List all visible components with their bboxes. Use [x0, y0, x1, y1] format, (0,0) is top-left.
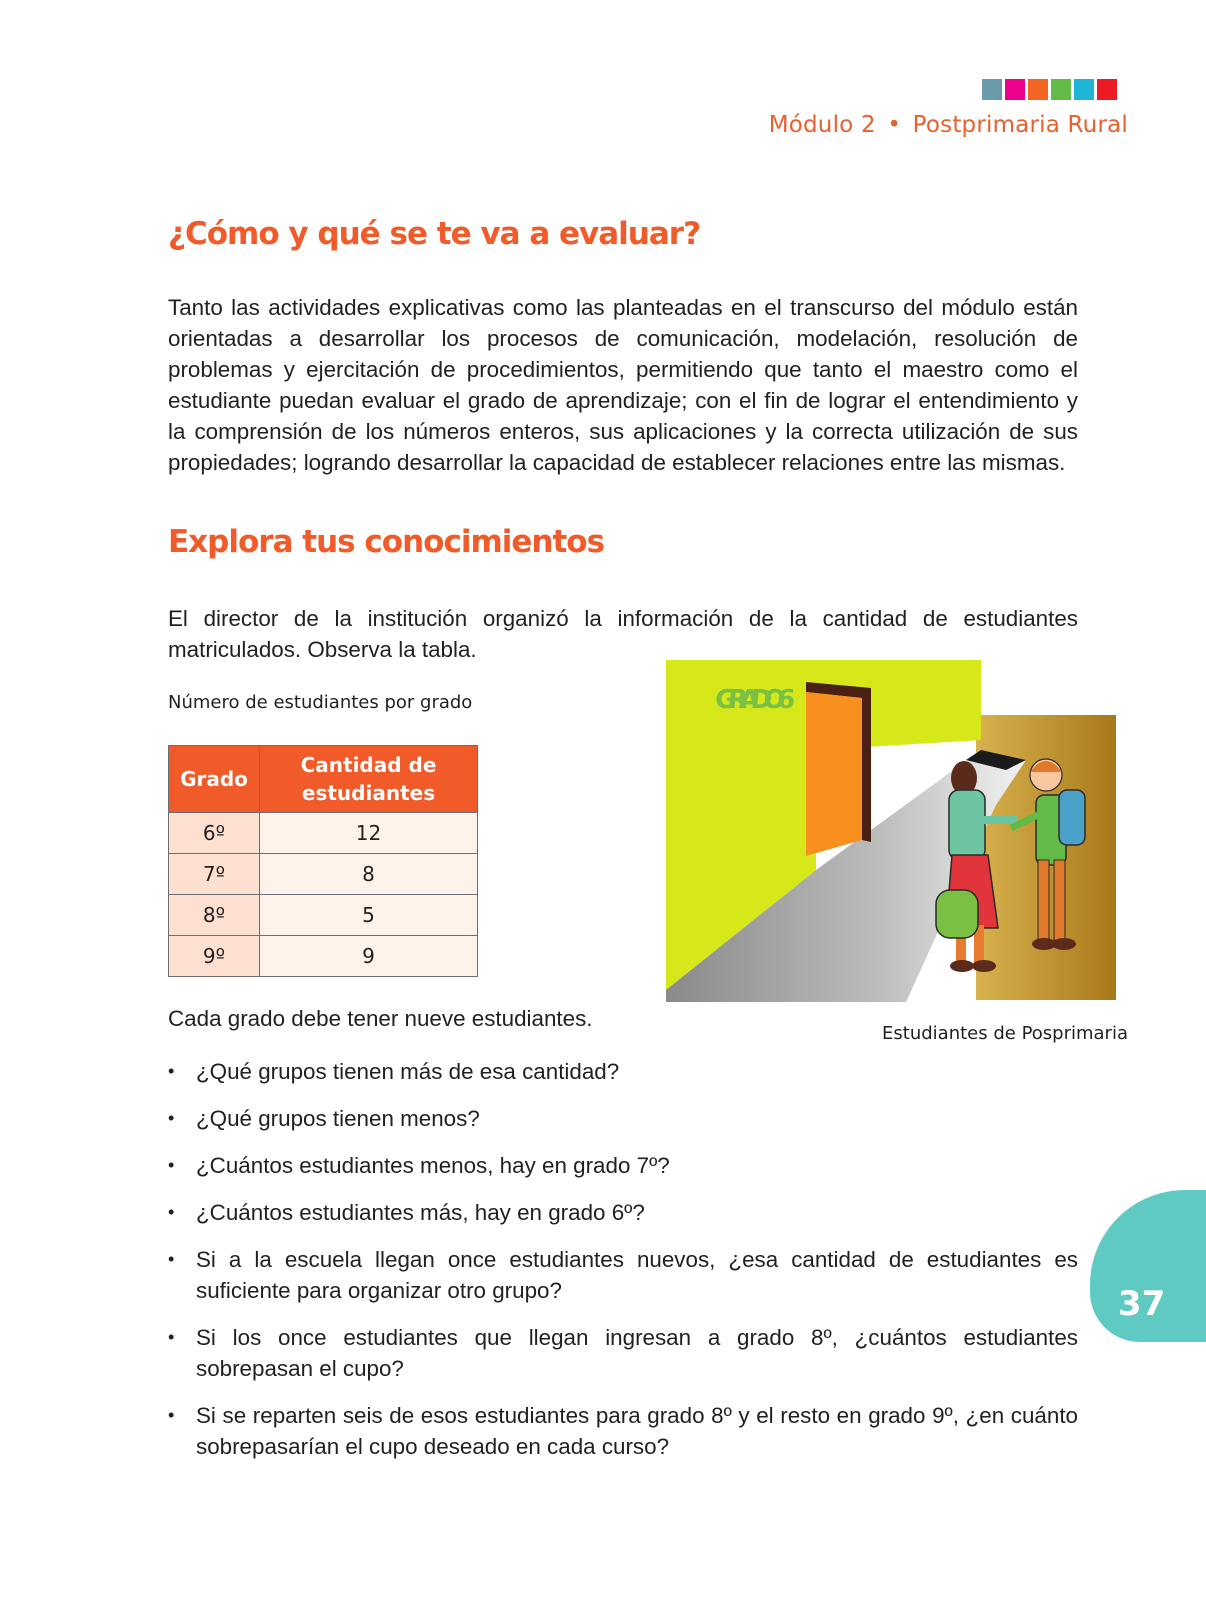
- color-square: [1005, 79, 1025, 100]
- count-cell: 12: [260, 813, 478, 854]
- count-cell: 8: [260, 854, 478, 895]
- list-item: [168, 1056, 1078, 1087]
- bullet: •: [168, 1202, 175, 1222]
- table-row: [169, 854, 478, 895]
- bullet: •: [168, 1405, 175, 1425]
- bullet: •: [168, 1061, 175, 1081]
- count-cell: 5: [260, 895, 478, 936]
- header-color-squares: [982, 79, 1117, 100]
- explore-paragraph: El director de la institución organizó la información de la cantidad de estudiantes matriculados. Observa la tabla.: [168, 606, 1078, 662]
- header-count-line: estudiantes: [301, 781, 436, 805]
- color-square: [1051, 79, 1071, 100]
- question-text: ¿Cuántos estudiantes más, hay en grado 6º?: [196, 1200, 645, 1225]
- questions-list: [168, 1056, 1078, 1478]
- door-sign: GRADO 6: [714, 685, 797, 715]
- table-row: [169, 895, 478, 936]
- table-caption: Número de estudiantes por grado: [168, 692, 473, 713]
- evaluation-paragraph: Tanto las actividades explicativas como las planteadas en el transcurso del módulo están orientadas a desarrollar los procesos de comunicación, modelación, resolución de problemas y ejercitación de procedimientos, permitiendo que tanto el maestro como el estudiante puedan evaluar el grado de aprendizaje; con el fin de lograr el entendimiento y la comprensión de los números enteros, sus aplicaciones y la correcta utilización de sus propiedades; logrando desarrollar la capacidad de establecer relaciones entre las mismas.: [168, 295, 1078, 475]
- section-title-explore: Explora tus conocimientos: [168, 524, 605, 560]
- question-text: ¿Cuántos estudiantes menos, hay en grado 7º?: [196, 1153, 670, 1178]
- question-text: ¿Qué grupos tienen menos?: [196, 1106, 480, 1131]
- list-item: [168, 1150, 1078, 1181]
- question-text: Si se reparten seis de esos estudiantes para grado 8º y el resto en grado 9º, ¿en cuánto sobrepasarían el cupo deseado en cada curso?: [196, 1403, 1078, 1459]
- color-square: [1028, 79, 1048, 100]
- color-square: [1074, 79, 1094, 100]
- door: [806, 692, 862, 856]
- running-header: [769, 112, 1128, 138]
- grade-cell: 7º: [169, 854, 260, 895]
- table-row: [169, 813, 478, 854]
- header-separator: •: [887, 112, 902, 138]
- question-text: Si los once estudiantes que llegan ingresan a grado 8º, ¿cuántos estudiantes sobrepasan el cupo?: [196, 1325, 1078, 1381]
- program-label: Postprimaria Rural: [912, 112, 1128, 138]
- bullet: •: [168, 1249, 175, 1269]
- list-item: [168, 1322, 1078, 1384]
- count-cell: 9: [260, 936, 478, 977]
- bullet: •: [168, 1155, 175, 1175]
- color-square: [982, 79, 1002, 100]
- list-item: [168, 1103, 1078, 1134]
- table-header-row: [169, 746, 478, 813]
- question-text: ¿Qué grupos tienen más de esa cantidad?: [196, 1059, 620, 1084]
- section-title-evaluation: ¿Cómo y qué se te va a evaluar?: [168, 216, 701, 252]
- color-square: [1097, 79, 1117, 100]
- list-item: [168, 1244, 1078, 1306]
- grade-cell: 6º: [169, 813, 260, 854]
- module-label: Módulo 2: [768, 112, 876, 138]
- bullet: •: [168, 1327, 175, 1347]
- header-grade: Grado: [169, 746, 260, 813]
- table-row: [169, 936, 478, 977]
- page-number: 37: [1118, 1284, 1166, 1324]
- students-hallway-illustration: [666, 660, 1126, 1002]
- grade-cell: 8º: [169, 895, 260, 936]
- list-item: [168, 1197, 1078, 1228]
- list-item: [168, 1400, 1078, 1462]
- header-count: [260, 746, 478, 813]
- rule-statement: Cada grado debe tener nueve estudiantes.: [168, 1006, 593, 1031]
- students-per-grade-table: [168, 745, 478, 977]
- header-count-line: Cantidad de: [300, 753, 437, 777]
- bullet: •: [168, 1108, 175, 1128]
- grade-cell: 9º: [169, 936, 260, 977]
- figure-caption: Estudiantes de Posprimaria: [882, 1023, 1128, 1044]
- question-text: Si a la escuela llegan once estudiantes nuevos, ¿esa cantidad de estudiantes es suficiente para organizar otro grupo?: [196, 1247, 1078, 1303]
